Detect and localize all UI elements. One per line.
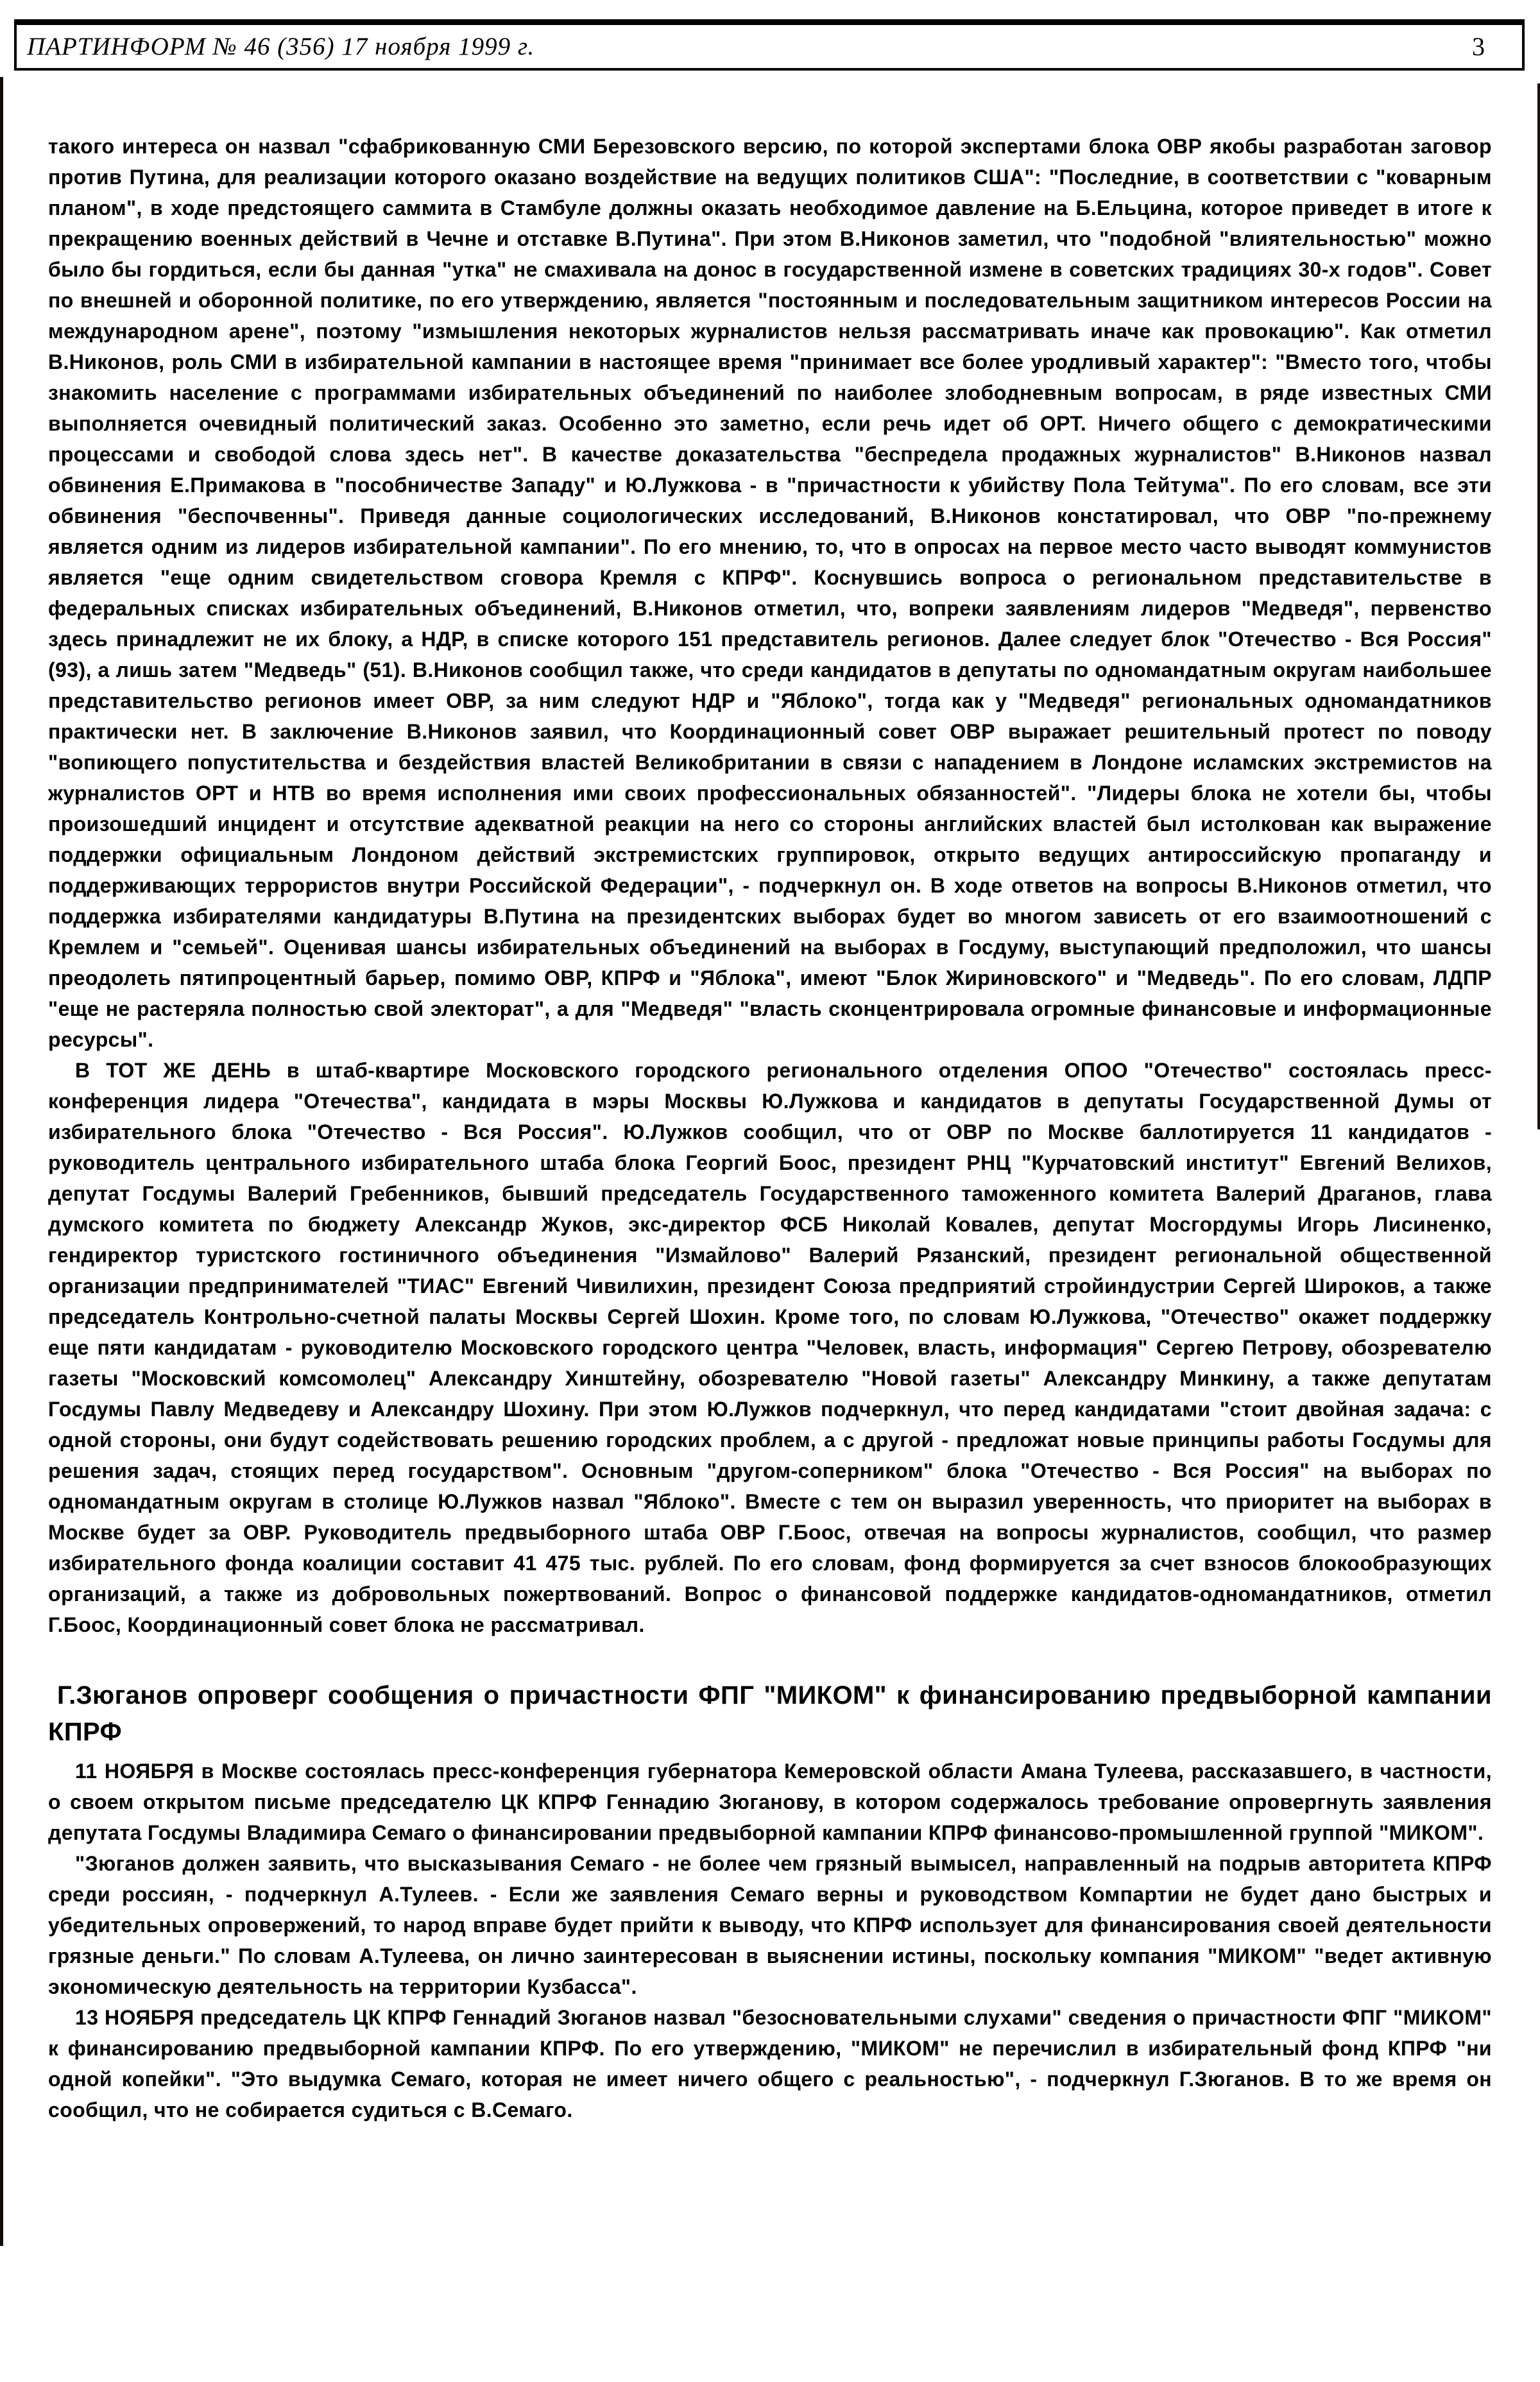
body-paragraph: В ТОТ ЖЕ ДЕНЬ в штаб-квартире Московского городского регионального отделения ОПОО "Отечество" состоялась пресс-конференция лидера "Отечества", кандидата в мэры Москвы Ю.Лужкова и кандидатов в депутаты Государственной Думы от избирательного блока "Отечество - Вся Россия". Ю.Лужков сообщил, что от ОВР по Москве баллотируется 11 кандидатов - руководитель центрального избирательного штаба блока Георгий Боос, президент РНЦ "Курчатовский институт" Евгений Велихов, депутат Госдумы Валерий Гребенников, бывший председатель Государственного таможенного комитета Валерий Драганов, глава думского комитета по бюджету Александр Жуков, экс-директор ФСБ Николай Ковалев, депутат Мосгордумы Игорь Лисиненко, гендиректор туристского гостиничного объединения "Измайлово" Валерий Рязанский, президент региональной общественной организации предпринимателей "ТИАС" Евгений Чивилихин, президент Союза предприятий стройиндустрии Сергей Широков, а также председатель Контрольно-счетной палаты Москвы Сергей Шохин. Кроме того, по словам Ю.Лужкова, "Отечество" окажет поддержку еще пяти кандидатам - руководителю Московского городского центра "Человек, власть, информация" Сергею Петрову, обозревателю газеты "Московский комсомолец" Александру Хинштейну, обозревателю "Новой газеты" Александру Минкину, а также депутатам Госдумы Павлу Медведеву и Александру Шохину. При этом Ю.Лужков подчеркнул, что перед кандидатами "стоит двойная задача: с одной стороны, они будут содействовать решению городских проблем, а с другой - предложат новые принципы работы Госдумы для решения задач, стоящих перед государством". Основным "другом-соперником" блока "Отечество - Вся Россия" на выборах по одномандатным округам в столице Ю.Лужков назвал "Яблоко". Вместе с тем он выразил уверенность, что приоритет на выборах в Москве будет за ОВР. Руководитель предвыборного штаба ОВР Г.Боос, отвечая на вопросы журналистов, сообщил, что размер избирательного фонда коалиции составит 41 475 тыс. рублей. По его словам, фонд формируется за счет взносов блокообразующих организаций, а также из добровольных пожертвований. Вопрос о финансовой поддержке кандидатов-одномандатников, отметил Г.Боос, Координационный совет блока не рассматривал. xyxy=(48,1059,1492,1636)
scan-artifact-right-edge xyxy=(1537,83,1540,1129)
masthead xyxy=(14,19,1525,71)
newsletter-title: ПАРТИНФОРМ № 46 (356) 17 ноября 1999 г. xyxy=(27,33,535,60)
article-body xyxy=(48,131,1492,2125)
scan-artifact-left-edge xyxy=(0,77,3,2246)
body-paragraph: 11 НОЯБРЯ в Москве состоялась пресс-конференция губернатора Кемеровской области Амана Тулеева, рассказавшего, в частности, о своем открытом письме председателю ЦК КПРФ Геннадию Зюганову, в котором содержалось требование опровергнуть заявления депутата Госдумы Владимира Семаго о финансировании предвыборной кампании КПРФ финансово-промышленной группой "МИКОМ". xyxy=(48,1760,1492,1844)
page-number: 3 xyxy=(1472,32,1485,61)
body-paragraph: такого интереса он назвал "сфабрикованную СМИ Березовского версию, по которой экспертами блока ОВР якобы разработан заговор против Путина, для реализации которого оказано воздействие на ведущих политиков США": "Последние, в соответствии с "коварным планом", в ходе предстоящего саммита в Стамбуле должны оказать необходимое давление на Б.Ельцина, которое приведет в итоге к прекращению военных действий в Чечне и отставке В.Путина". При этом В.Никонов заметил, что "подобной "влиятельностью" можно было бы гордиться, если бы данная "утка" не смахивала на донос в государственной измене в советских традициях 30-х годов". Совет по внешней и оборонной политике, по его утверждению, является "постоянным и последовательным защитником интересов России на международном арене", поэтому "измышления некоторых журналистов нельзя рассматривать иначе как провокацию". Как отметил В.Никонов, роль СМИ в избирательной кампании в настоящее время "принимает все более уродливый характер": "Вместо того, чтобы знакомить население с программами избирательных объединений по наиболее злободневным вопросам, в ряде известных СМИ выполняется очевидный политический заказ. Особенно это заметно, если речь идет об ОРТ. Ничего общего с демократическими процессами и свободой слова здесь нет". В качестве доказательства "беспредела продажных журналистов" В.Никонов назвал обвинения Е.Примакова в "пособничестве Западу" и Ю.Лужкова - в "причастности к убийству Пола Тейтума". По его словам, все эти обвинения "беспочвенны". Приведя данные социологических исследований, В.Никонов констатировал, что ОВР "по-прежнему является одним из лидеров избирательной кампании". По его мнению, то, что в опросах на первое место часто выводят коммунистов является "еще одним свидетельством сговора Кремля с КПРФ". Коснувшись вопроса о региональном представительстве в федеральных списках избирательных объединений, В.Никонов отметил, что, вопреки заявлениям лидеров "Медведя", первенство здесь принадлежит не их блоку, а НДР, в списке которого 151 представитель регионов. Далее следует блок "Отечество - Вся Россия" (93), а лишь затем "Медведь" (51). В.Никонов сообщил также, что среди кандидатов в депутаты по одномандатным округам наибольшее представительство регионов имеет ОВР, за ним следуют НДР и "Яблоко", тогда как у "Медведя" региональных одномандатников практически нет. В заключение В.Никонов заявил, что Координационный совет ОВР выражает решительный протест по поводу "вопиющего попустительства и бездействия властей Великобритании в связи с нападением в Лондоне исламских экстремистов на журналистов ОРТ и НТВ во время исполнения ими своих профессиональных обязанностей". "Лидеры блока не хотели бы, чтобы произошедший инцидент и отсутствие адекватной реакции на него со стороны английских властей был истолкован как выражение поддержки официальным Лондоном действий экстремистских группировок, открыто ведущих антироссийскую пропаганду и поддерживающих террористов внутри Российской Федерации", - подчеркнул он. В ходе ответов на вопросы В.Никонов отметил, что поддержка избирателями кандидатуры В.Путина на президентских выборах будет во многом зависеть от его взаимоотношений с Кремлем и "семьей". Оценивая шансы избирательных объединений на выборах в Госдуму, выступающий предположил, что шансы преодолеть пятипроцентный барьер, помимо ОВР, КПРФ и "Яблока", имеют "Блок Жириновского" и "Медведь". По его словам, ЛДПР "еще не растеряла полностью свой электорат", а для "Медведя" "власть сконцентрировала огромные финансовые и информационные ресурсы". xyxy=(48,135,1492,1051)
body-paragraph: 13 НОЯБРЯ председатель ЦК КПРФ Геннадий Зюганов назвал "безосновательными слухами" сведения о причастности ФПГ "МИКОМ" к финансированию предвыборной кампании КПРФ. По его утверждению, "МИКОМ" не перечислил в избирательный фонд КПРФ "ни одной копейки". "Это выдумка Семаго, которая не имеет ничего общего с реальностью", - подчеркнул Г.Зюганов. В то же время он сообщил, что не собирается судиться с В.Семаго. xyxy=(48,2006,1492,2121)
section-heading: Г.Зюганов опроверг сообщения о причастности ФПГ "МИКОМ" к финансированию предвыборной кампании КПРФ xyxy=(48,1681,1492,1746)
body-paragraph: "Зюганов должен заявить, что высказывания Семаго - не более чем грязный вымысел, направленный на подрыв авторитета КПРФ среди россиян, - подчеркнул А.Тулеев. - Если же заявления Семаго верны и руководством Компартии не будет дано быстрых и убедительных опровержений, то народ вправе будет прийти к выводу, что КПРФ использует для финансирования своей деятельности грязные деньги." По словам А.Тулеева, он лично заинтересован в выяснении истины, поскольку компания "МИКОМ" "ведет активную экономическую деятельность на территории Кузбасса". xyxy=(48,1852,1492,1998)
